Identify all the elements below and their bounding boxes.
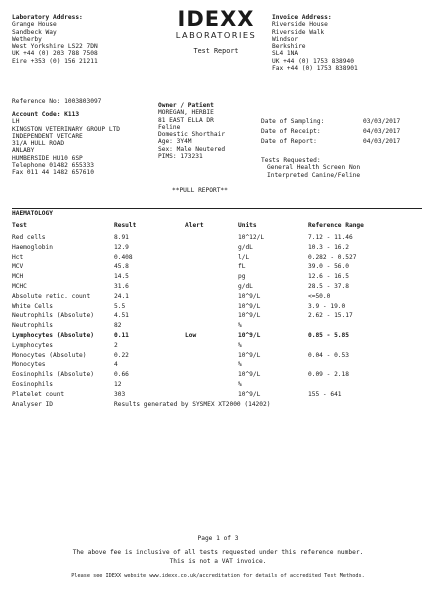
cell-result: 8.91 (114, 234, 129, 241)
table-header (12, 221, 422, 233)
cell-test: Platelet count (12, 390, 65, 398)
cell-test: MCHC (12, 282, 27, 290)
cell-units: 10^9/L (238, 371, 261, 379)
lab-address-line: Wetherby (12, 35, 42, 43)
cell-units: % (238, 380, 242, 388)
cell-units: % (238, 361, 242, 369)
table-row (12, 243, 422, 253)
cell-units: l/L (238, 253, 250, 261)
patient-line: Feline (158, 123, 181, 131)
date-label: Date of Report: (261, 138, 317, 145)
cell-units: 10^9/L (238, 331, 261, 339)
account-line: ANLABY (12, 147, 35, 155)
cell-result: 5.5 (114, 302, 126, 310)
patient-line: Age: 3Y4M (158, 138, 192, 146)
cell-units: 10^9/L (238, 351, 261, 359)
cell-units: 10^9/L (238, 302, 261, 310)
laboratory-address (12, 14, 98, 65)
invoice-address-line: UK +44 (0) 1753 838940 (272, 57, 354, 65)
cell-units: % (238, 341, 242, 349)
table-row (12, 272, 422, 282)
cell-test: Eosinophils (Absolute) (12, 371, 94, 379)
lab-address-line: Grange House (12, 21, 57, 29)
date-label: Date of Receipt: (261, 128, 321, 135)
table-row (12, 400, 422, 410)
invoice-address-line: Riverside Walk (272, 28, 325, 36)
invoice-address-line: Windsor (272, 35, 299, 43)
cell-result: 0.22 (114, 351, 129, 359)
table-row (12, 390, 422, 400)
date-value: 03/03/2017 (363, 118, 401, 125)
cell-test: Red cells (12, 234, 46, 241)
cell-units: fL (238, 263, 246, 271)
table-row (12, 331, 422, 341)
cell-test: Absolute retic. count (12, 292, 91, 300)
cell-result: Results generated by SYSMEX XT2000 (14202) (114, 400, 271, 408)
cell-result: 45.8 (114, 263, 129, 271)
invoice-address-heading: Invoice Address: (272, 14, 332, 21)
account-line: HUMBERSIDE HU10 6SP (12, 154, 83, 162)
cell-reference-range: 7.12 - 11.46 (308, 234, 353, 241)
cell-units: 10^9/L (238, 292, 261, 300)
lab-address-line: Eire +353 (0) 156 21211 (12, 57, 98, 65)
table-row (12, 253, 422, 263)
account-line: KINGSTON VETERINARY GROUP LTD (12, 125, 121, 133)
cell-result: 24.1 (114, 292, 129, 300)
cell-units: % (238, 322, 242, 330)
table-row (12, 360, 422, 370)
patient-line: PIMS: 173231 (158, 153, 203, 161)
invoice-address-line: Fax +44 (0) 1753 838901 (272, 65, 358, 73)
patient-line: Sex: Male Neutered (158, 145, 226, 153)
cell-test: MCH (12, 273, 24, 281)
invoice-address-line: SL4 1NA (272, 50, 299, 58)
lab-address-line: Sandbeck Way (12, 28, 57, 36)
cell-result: 4 (114, 361, 118, 369)
cell-test: Lymphocytes (12, 341, 53, 349)
accreditation-note: Please see IDEXX website www.idexx.co.uk/accreditation for details of accredited Test Methods. (71, 573, 365, 579)
cell-result: 12 (114, 380, 122, 388)
header-reference-range: Reference Range (308, 222, 364, 229)
table-row (12, 370, 422, 380)
cell-reference-range: 10.3 - 16.2 (308, 243, 349, 251)
pull-report-note: **PULL REPORT** (172, 187, 228, 194)
cell-result: 303 (114, 390, 126, 398)
cell-reference-range: 39.0 - 56.0 (308, 263, 349, 271)
header-units: Units (238, 222, 257, 229)
patient-heading: Owner / Patient (158, 102, 214, 109)
header-result: Result (114, 222, 137, 229)
account-line: 31/A HULL ROAD (12, 140, 65, 148)
date-value: 04/03/2017 (363, 138, 401, 145)
report-title: Test Report (193, 47, 239, 55)
account-line: Fax 011 44 1482 657610 (12, 169, 94, 177)
cell-result: 0.11 (114, 331, 129, 339)
patient-block (158, 102, 225, 160)
table-row (12, 380, 422, 390)
cell-reference-range: <=50.0 (308, 292, 331, 300)
date-label: Date of Sampling: (261, 118, 325, 125)
reference-number: Reference No: 1003803097 (12, 98, 102, 105)
results-table (12, 221, 422, 409)
account-code: Account Code: K113 (12, 111, 80, 118)
idexx-logo (152, 8, 280, 55)
table-row (12, 282, 422, 292)
table-row (12, 292, 422, 302)
account-block (12, 111, 120, 177)
table-row (12, 262, 422, 272)
table-row (12, 321, 422, 331)
cell-test: Lymphocytes (Absolute) (12, 331, 94, 339)
cell-reference-range: 3.9 - 19.0 (308, 302, 346, 310)
account-line: INDEPENDENT VETCARE (12, 132, 83, 140)
cell-reference-range: 28.5 - 37.8 (308, 282, 349, 290)
vat-note: This is not a VAT invoice. (169, 558, 267, 565)
section-title: HAEMATOLOGY (12, 210, 53, 217)
tests-requested-line: General Health Screen Non (267, 164, 361, 172)
invoice-address-line: Berkshire (272, 43, 306, 51)
cell-result: 0.66 (114, 371, 129, 379)
cell-units: 10^12/L (238, 234, 265, 241)
cell-alert: Low (185, 331, 197, 339)
patient-line: Domestic Shorthair (158, 131, 226, 139)
cell-result: 31.6 (114, 282, 129, 290)
cell-reference-range: 0.04 - 0.53 (308, 351, 349, 359)
cell-result: 82 (114, 322, 122, 330)
cell-test: Hct (12, 253, 24, 261)
cell-test: MCV (12, 263, 24, 271)
header-test: Test (12, 222, 27, 229)
cell-result: 2 (114, 341, 118, 349)
account-line: LH (12, 118, 20, 126)
section-divider (12, 208, 422, 209)
lab-address-line: West Yorkshire LS22 7DN (12, 43, 98, 51)
tests-requested-line: Interpreted Canine/Feline (267, 171, 361, 179)
page-number: Page 1 of 3 (197, 535, 239, 542)
logo-brand: IDEXX (177, 7, 255, 31)
cell-test: Analyser ID (12, 400, 53, 408)
cell-units: g/dL (238, 243, 253, 251)
table-body (12, 233, 422, 409)
cell-test: Neutrophils (Absolute) (12, 312, 94, 320)
fee-note: The above fee is inclusive of all tests requested under this reference number. (72, 549, 364, 556)
cell-test: White Cells (12, 302, 53, 310)
cell-reference-range: 0.09 - 2.18 (308, 371, 349, 379)
cell-reference-range: 0.85 - 5.85 (308, 331, 349, 339)
cell-test: Eosinophils (12, 380, 53, 388)
cell-reference-range: 0.282 - 0.527 (308, 253, 357, 261)
table-row (12, 351, 422, 361)
cell-units: 10^9/L (238, 312, 261, 320)
cell-result: 12.9 (114, 243, 129, 251)
cell-test: Haemoglobin (12, 243, 53, 251)
invoice-address (272, 14, 358, 72)
tests-requested-heading: Tests Requested: (261, 157, 321, 164)
account-line: Telephone 01482 655333 (12, 162, 94, 170)
cell-units: 10^9/L (238, 390, 261, 398)
cell-test: Monocytes (12, 361, 46, 369)
patient-line: MOREGAN, HERBIE (158, 109, 214, 117)
patient-line: 81 EAST ELLA DR (158, 116, 214, 124)
dates-block (261, 118, 421, 148)
tests-requested (261, 157, 360, 179)
header-alert: Alert (185, 222, 204, 229)
cell-result: 0.408 (114, 253, 133, 261)
cell-units: g/dL (238, 282, 253, 290)
table-row (12, 311, 422, 321)
cell-result: 14.5 (114, 273, 129, 281)
invoice-address-line: Riverside House (272, 21, 328, 29)
table-row (12, 341, 422, 351)
table-row (12, 302, 422, 312)
lab-address-line: UK +44 (0) 203 788 7508 (12, 50, 98, 58)
cell-reference-range: 12.6 - 16.5 (308, 273, 349, 281)
cell-test: Neutrophils (12, 322, 53, 330)
laboratory-address-heading: Laboratory Address: (12, 14, 83, 21)
date-value: 04/03/2017 (363, 128, 401, 135)
logo-subtitle: LABORATORIES (175, 30, 257, 40)
cell-reference-range: 2.62 - 15.17 (308, 312, 353, 320)
cell-reference-range: 155 - 641 (308, 390, 342, 398)
table-row (12, 233, 422, 243)
cell-result: 4.51 (114, 312, 129, 320)
cell-test: Monocytes (Absolute) (12, 351, 87, 359)
cell-units: pg (238, 273, 246, 281)
